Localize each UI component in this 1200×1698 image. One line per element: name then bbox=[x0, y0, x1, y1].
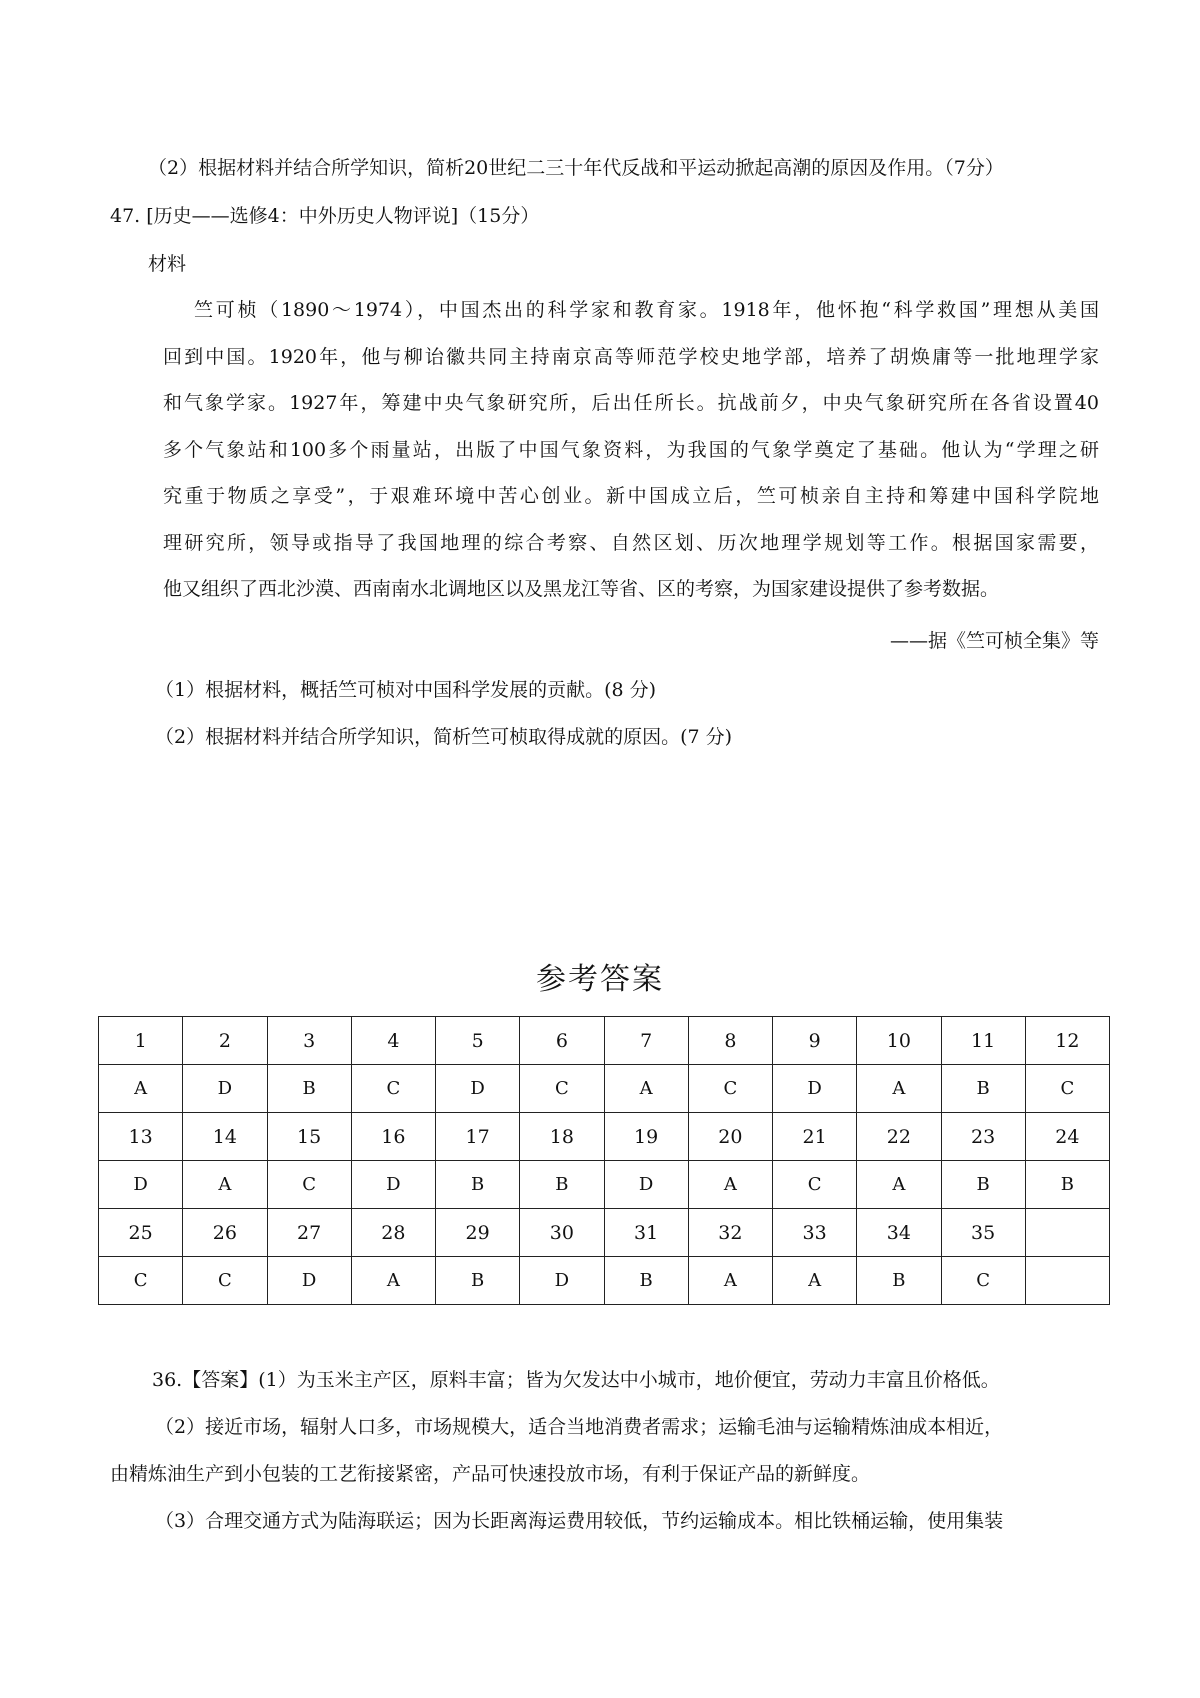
question-number-cell: 14 bbox=[183, 1113, 267, 1161]
question-number-cell: 6 bbox=[520, 1017, 604, 1065]
answer-row bbox=[99, 1257, 1110, 1305]
answer-cell: B bbox=[857, 1257, 941, 1305]
question-number-cell: 15 bbox=[267, 1113, 351, 1161]
answer-cell: B bbox=[941, 1161, 1025, 1209]
answer-cell: A bbox=[688, 1161, 772, 1209]
answer-cell: A bbox=[351, 1257, 435, 1305]
q47-sub1: （1）根据材料，概括竺可桢对中国科学发展的贡献。(8 分) bbox=[155, 679, 657, 701]
q46-sub2: （2）根据材料并结合所学知识，简析20世纪二三十年代反战和平运动掀起高潮的原因及作用。（7分） bbox=[148, 157, 1004, 179]
answer-cell: A bbox=[604, 1065, 688, 1113]
answer-cell: D bbox=[99, 1161, 183, 1209]
question-number-cell: 32 bbox=[688, 1209, 772, 1257]
answer-cell: D bbox=[267, 1257, 351, 1305]
question-number-cell: 1 bbox=[99, 1017, 183, 1065]
answer-cell: B bbox=[520, 1161, 604, 1209]
question-number-cell: 34 bbox=[857, 1209, 941, 1257]
question-number-cell: 2 bbox=[183, 1017, 267, 1065]
empty-cell bbox=[1025, 1257, 1109, 1305]
question-number-cell: 27 bbox=[267, 1209, 351, 1257]
question-number-cell: 11 bbox=[941, 1017, 1025, 1065]
question-number-cell: 5 bbox=[436, 1017, 520, 1065]
question-number-cell: 22 bbox=[857, 1113, 941, 1161]
paragraph-line: 竺可桢（1890～1974），中国杰出的科学家和教育家。1918年，他怀抱“科学救国”理想从美国 bbox=[194, 299, 1099, 321]
question-number-cell: 23 bbox=[941, 1113, 1025, 1161]
answer-cell: B bbox=[604, 1257, 688, 1305]
answer-cell: A bbox=[773, 1257, 857, 1305]
answer-cell: D bbox=[604, 1161, 688, 1209]
answer-cell: C bbox=[351, 1065, 435, 1113]
answer-row bbox=[99, 1065, 1110, 1113]
answer-cell: B bbox=[436, 1161, 520, 1209]
answer-cell: B bbox=[436, 1257, 520, 1305]
paragraph-line: 回到中国。1920年，他与柳诒徽共同主持南京高等师范学校史地学部，培养了胡焕庸等一批地理学家 bbox=[163, 346, 1099, 368]
answer-cell: B bbox=[1025, 1161, 1109, 1209]
question-number-row bbox=[99, 1113, 1110, 1161]
paragraph-line: 究重于物质之享受”，于艰难环境中苦心创业。新中国成立后，竺可桢亲自主持和筹建中国科学院地 bbox=[163, 485, 1099, 507]
answer-cell: D bbox=[351, 1161, 435, 1209]
answer-cell: A bbox=[857, 1065, 941, 1113]
q36-answer-line: 由精炼油生产到小包装的工艺衔接紧密，产品可快速投放市场，有利于保证产品的新鲜度。 bbox=[110, 1463, 871, 1485]
question-number-cell: 29 bbox=[436, 1209, 520, 1257]
question-number-cell: 13 bbox=[99, 1113, 183, 1161]
answer-cell: D bbox=[183, 1065, 267, 1113]
empty-cell bbox=[1025, 1209, 1109, 1257]
question-number-cell: 35 bbox=[941, 1209, 1025, 1257]
answer-cell: D bbox=[773, 1065, 857, 1113]
answer-cell: A bbox=[688, 1257, 772, 1305]
question-number-cell: 20 bbox=[688, 1113, 772, 1161]
question-number-cell: 12 bbox=[1025, 1017, 1109, 1065]
question-number-cell: 9 bbox=[773, 1017, 857, 1065]
answer-cell: C bbox=[773, 1161, 857, 1209]
paragraph-line: 多个气象站和100多个雨量站，出版了中国气象资料，为我国的气象学奠定了基础。他认为“学理之研 bbox=[163, 439, 1099, 461]
answer-cell: C bbox=[99, 1257, 183, 1305]
q36-answer-line: 36.【答案】(1）为玉米主产区，原料丰富；皆为欠发达中小城市，地价便宜，劳动力丰富且价格低。 bbox=[152, 1369, 1000, 1391]
answer-cell: C bbox=[1025, 1065, 1109, 1113]
material-source: ——据《竺可桢全集》等 bbox=[889, 630, 1099, 652]
question-number-cell: 24 bbox=[1025, 1113, 1109, 1161]
q47-header: 47. [历史——选修4：中外历史人物评说]（15分） bbox=[110, 205, 540, 227]
question-number-cell: 30 bbox=[520, 1209, 604, 1257]
question-number-cell: 28 bbox=[351, 1209, 435, 1257]
question-number-cell: 8 bbox=[688, 1017, 772, 1065]
answer-row bbox=[99, 1161, 1110, 1209]
answer-cell: A bbox=[99, 1065, 183, 1113]
question-number-cell: 7 bbox=[604, 1017, 688, 1065]
answer-cell: C bbox=[941, 1257, 1025, 1305]
question-number-cell: 25 bbox=[99, 1209, 183, 1257]
answer-cell: C bbox=[183, 1257, 267, 1305]
q47-sub2: （2）根据材料并结合所学知识，简析竺可桢取得成就的原因。(7 分) bbox=[155, 726, 733, 748]
question-number-cell: 17 bbox=[436, 1113, 520, 1161]
q36-answer-line: （3）合理交通方式为陆海联运；因为长距离海运费用较低，节约运输成本。相比铁桶运输，使用集装 bbox=[155, 1510, 1004, 1532]
paragraph-line: 理研究所，领导或指导了我国地理的综合考察、自然区划、历次地理学规划等工作。根据国家需要， bbox=[163, 532, 1099, 554]
answer-cell: A bbox=[857, 1161, 941, 1209]
question-number-cell: 21 bbox=[773, 1113, 857, 1161]
answer-cell: D bbox=[436, 1065, 520, 1113]
question-number-cell: 26 bbox=[183, 1209, 267, 1257]
answer-key-table bbox=[98, 1016, 1110, 1305]
answer-cell: C bbox=[688, 1065, 772, 1113]
question-number-cell: 16 bbox=[351, 1113, 435, 1161]
paragraph-line: 他又组织了西北沙漠、西南南水北调地区以及黑龙江等省、区的考察，为国家建设提供了参考数据。 bbox=[163, 578, 1000, 600]
answer-cell: C bbox=[267, 1161, 351, 1209]
answer-cell: B bbox=[267, 1065, 351, 1113]
answer-key-title: 参考答案 bbox=[536, 962, 664, 997]
answer-cell: C bbox=[520, 1065, 604, 1113]
material-label: 材料 bbox=[148, 253, 187, 275]
question-number-cell: 10 bbox=[857, 1017, 941, 1065]
paragraph-line: 和气象学家。1927年，筹建中央气象研究所，后出任所长。抗战前夕，中央气象研究所在各省设置40 bbox=[163, 392, 1099, 414]
q36-answer-line: （2）接近市场，辐射人口多，市场规模大，适合当地消费者需求；运输毛油与运输精炼油成本相近， bbox=[155, 1416, 1004, 1438]
answer-cell: B bbox=[941, 1065, 1025, 1113]
question-number-cell: 33 bbox=[773, 1209, 857, 1257]
question-number-cell: 18 bbox=[520, 1113, 604, 1161]
question-number-cell: 19 bbox=[604, 1113, 688, 1161]
question-number-cell: 3 bbox=[267, 1017, 351, 1065]
answer-cell: A bbox=[183, 1161, 267, 1209]
question-number-row bbox=[99, 1017, 1110, 1065]
question-number-cell: 31 bbox=[604, 1209, 688, 1257]
question-number-cell: 4 bbox=[351, 1017, 435, 1065]
answer-cell: D bbox=[520, 1257, 604, 1305]
question-number-row bbox=[99, 1209, 1110, 1257]
